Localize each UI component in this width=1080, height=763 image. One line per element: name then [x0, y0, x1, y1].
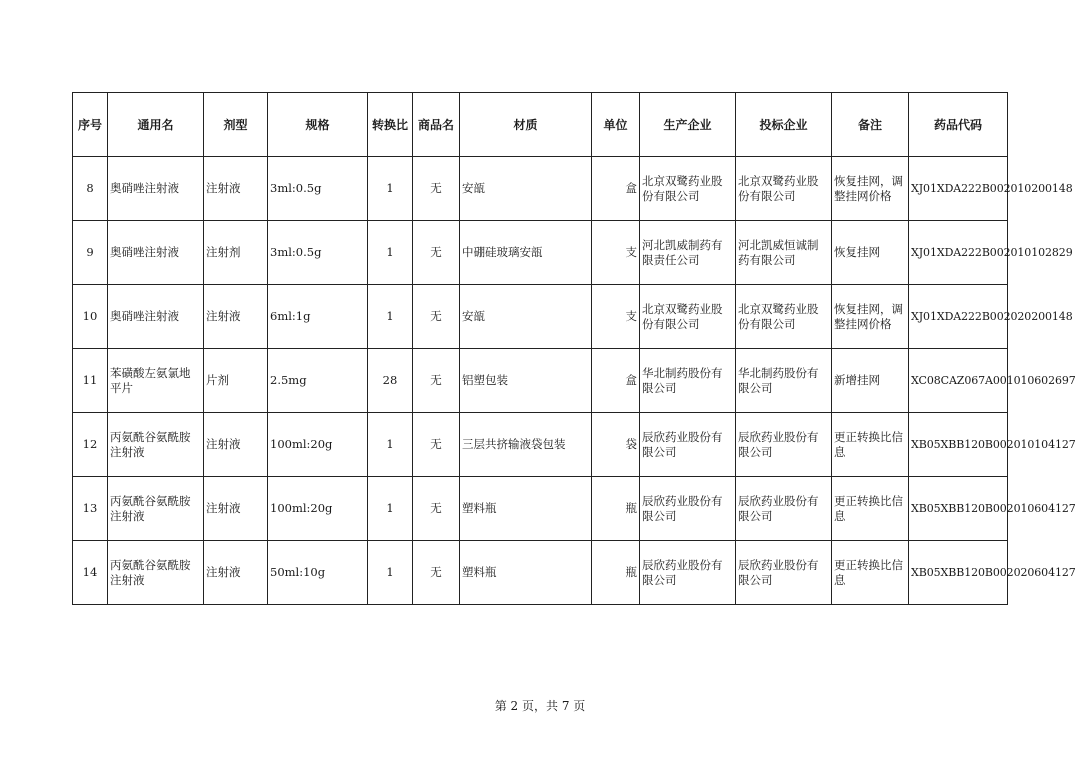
cell-drug-code: XJ01XDA222B002010102829: [909, 221, 1008, 285]
cell-drug-code: XJ01XDA222B002020200148: [909, 285, 1008, 349]
cell-drug-code: XC08CAZ067A001010602697: [909, 349, 1008, 413]
cell-spec: 3ml:0.5g: [268, 221, 368, 285]
cell-dosage-form: 注射液: [204, 413, 268, 477]
cell-conversion-ratio: 1: [368, 221, 413, 285]
cell-bidder: 辰欣药业股份有限公司: [736, 413, 832, 477]
cell-dosage-form: 注射液: [204, 541, 268, 605]
cell-trade-name: 无: [413, 349, 460, 413]
cell-dosage-form: 片剂: [204, 349, 268, 413]
cell-remarks: 恢复挂网，调整挂网价格: [832, 157, 909, 221]
cell-unit: 盒: [592, 349, 640, 413]
cell-generic-name: 奥硝唑注射液: [108, 157, 204, 221]
cell-drug-code: XB05XBB120B002010604127: [909, 477, 1008, 541]
cell-material: 塑料瓶: [460, 541, 592, 605]
cell-remarks: 恢复挂网: [832, 221, 909, 285]
cell-spec: 2.5mg: [268, 349, 368, 413]
cell-manufacturer: 辰欣药业股份有限公司: [640, 477, 736, 541]
cell-material: 安瓿: [460, 157, 592, 221]
header-spec: 规格: [268, 93, 368, 157]
cell-bidder: 辰欣药业股份有限公司: [736, 541, 832, 605]
cell-drug-code: XB05XBB120B002010104127: [909, 413, 1008, 477]
cell-dosage-form: 注射剂: [204, 221, 268, 285]
cell-manufacturer: 北京双鹭药业股份有限公司: [640, 157, 736, 221]
header-unit: 单位: [592, 93, 640, 157]
cell-seq: 9: [73, 221, 108, 285]
cell-manufacturer: 北京双鹭药业股份有限公司: [640, 285, 736, 349]
cell-material: 铝塑包装: [460, 349, 592, 413]
cell-generic-name: 丙氨酰谷氨酰胺注射液: [108, 477, 204, 541]
table-row: [73, 541, 1008, 605]
page-number-footer: 第 2 页，共 7 页: [494, 699, 586, 713]
cell-trade-name: 无: [413, 477, 460, 541]
drug-table-container: [72, 92, 1076, 605]
cell-generic-name: 奥硝唑注射液: [108, 285, 204, 349]
cell-material: 安瓿: [460, 285, 592, 349]
header-trade-name: 商品名: [413, 93, 460, 157]
table-row: [73, 349, 1008, 413]
table-row: [73, 413, 1008, 477]
cell-remarks: 恢复挂网，调整挂网价格: [832, 285, 909, 349]
cell-material: 中硼硅玻璃安瓿: [460, 221, 592, 285]
table-row: [73, 477, 1008, 541]
cell-generic-name: 苯磺酸左氨氯地平片: [108, 349, 204, 413]
header-remarks: 备注: [832, 93, 909, 157]
cell-seq: 11: [73, 349, 108, 413]
cell-unit: 盒: [592, 157, 640, 221]
cell-seq: 10: [73, 285, 108, 349]
cell-material: 塑料瓶: [460, 477, 592, 541]
cell-generic-name: 丙氨酰谷氨酰胺注射液: [108, 413, 204, 477]
cell-seq: 13: [73, 477, 108, 541]
cell-trade-name: 无: [413, 221, 460, 285]
cell-generic-name: 奥硝唑注射液: [108, 221, 204, 285]
cell-bidder: 北京双鹭药业股份有限公司: [736, 285, 832, 349]
cell-drug-code: XB05XBB120B002020604127: [909, 541, 1008, 605]
cell-unit: 瓶: [592, 477, 640, 541]
table-row: [73, 285, 1008, 349]
cell-unit: 袋: [592, 413, 640, 477]
cell-spec: 50ml:10g: [268, 541, 368, 605]
header-generic-name: 通用名: [108, 93, 204, 157]
cell-seq: 8: [73, 157, 108, 221]
header-material: 材质: [460, 93, 592, 157]
cell-drug-code: XJ01XDA222B002010200148: [909, 157, 1008, 221]
header-dosage-form: 剂型: [204, 93, 268, 157]
cell-unit: 瓶: [592, 541, 640, 605]
cell-conversion-ratio: 1: [368, 477, 413, 541]
cell-conversion-ratio: 1: [368, 541, 413, 605]
cell-seq: 12: [73, 413, 108, 477]
cell-spec: 100ml:20g: [268, 413, 368, 477]
cell-manufacturer: 华北制药股份有限公司: [640, 349, 736, 413]
drug-table: [72, 92, 1076, 605]
cell-bidder: 北京双鹭药业股份有限公司: [736, 157, 832, 221]
cell-manufacturer: 辰欣药业股份有限公司: [640, 541, 736, 605]
cell-manufacturer: 河北凯威制药有限责任公司: [640, 221, 736, 285]
cell-trade-name: 无: [413, 541, 460, 605]
cell-trade-name: 无: [413, 413, 460, 477]
cell-generic-name: 丙氨酰谷氨酰胺注射液: [108, 541, 204, 605]
table-row: [73, 157, 1008, 221]
cell-conversion-ratio: 1: [368, 413, 413, 477]
table-header-row: [73, 93, 1008, 157]
cell-spec: 100ml:20g: [268, 477, 368, 541]
cell-trade-name: 无: [413, 285, 460, 349]
cell-spec: 6ml:1g: [268, 285, 368, 349]
cell-trade-name: 无: [413, 157, 460, 221]
cell-dosage-form: 注射液: [204, 157, 268, 221]
header-manufacturer: 生产企业: [640, 93, 736, 157]
cell-unit: 支: [592, 221, 640, 285]
cell-dosage-form: 注射液: [204, 477, 268, 541]
cell-manufacturer: 辰欣药业股份有限公司: [640, 413, 736, 477]
header-drug-code: 药品代码: [909, 93, 1008, 157]
cell-bidder: 辰欣药业股份有限公司: [736, 477, 832, 541]
cell-conversion-ratio: 28: [368, 349, 413, 413]
cell-remarks: 更正转换比信息: [832, 541, 909, 605]
cell-dosage-form: 注射液: [204, 285, 268, 349]
cell-remarks: 新增挂网: [832, 349, 909, 413]
cell-seq: 14: [73, 541, 108, 605]
table-row: [73, 221, 1008, 285]
cell-spec: 3ml:0.5g: [268, 157, 368, 221]
header-seq: 序号: [73, 93, 108, 157]
cell-bidder: 河北凯威恒诚制药有限公司: [736, 221, 832, 285]
cell-conversion-ratio: 1: [368, 157, 413, 221]
cell-remarks: 更正转换比信息: [832, 413, 909, 477]
cell-material: 三层共挤输液袋包装: [460, 413, 592, 477]
header-bidder: 投标企业: [736, 93, 832, 157]
cell-unit: 支: [592, 285, 640, 349]
cell-conversion-ratio: 1: [368, 285, 413, 349]
header-conversion-ratio: 转换比: [368, 93, 413, 157]
cell-remarks: 更正转换比信息: [832, 477, 909, 541]
cell-bidder: 华北制药股份有限公司: [736, 349, 832, 413]
